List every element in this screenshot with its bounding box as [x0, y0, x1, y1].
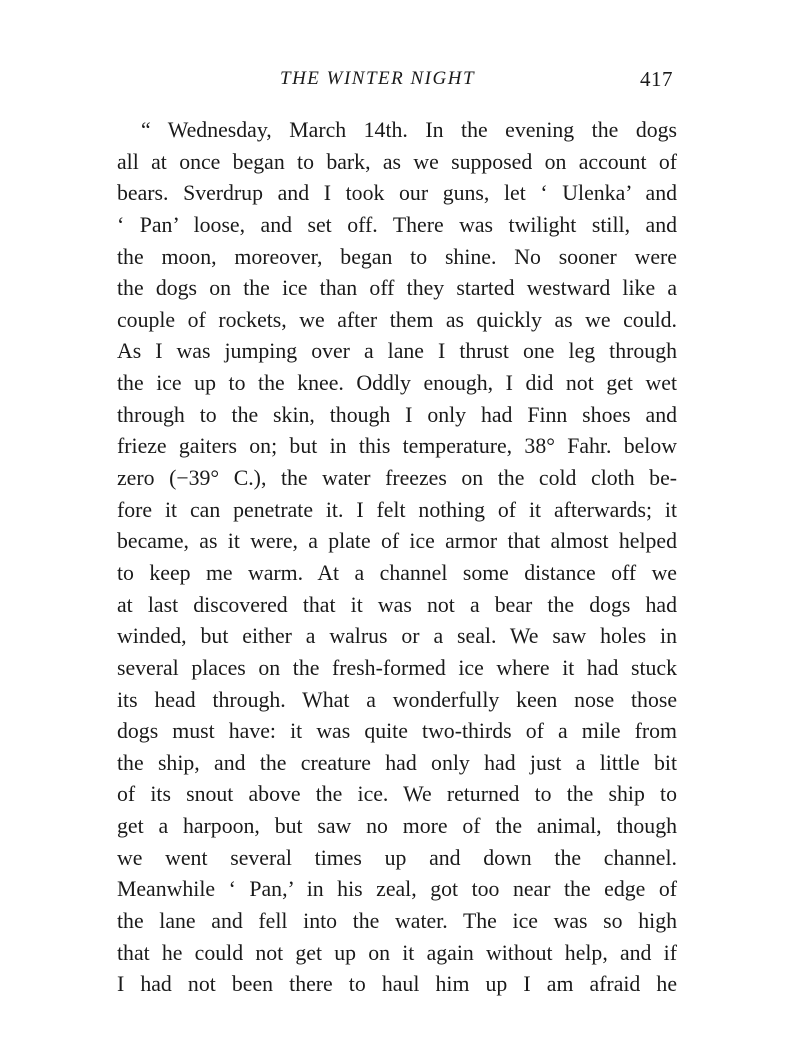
text-line: frieze gaiters on; but in this temperature, 38° Fahr. below — [117, 434, 677, 459]
text-line: the dogs on the ice than off they started westward like a — [117, 276, 677, 301]
text-line: ‘ Pan’ loose, and set off. There was twilight still, and — [117, 212, 677, 237]
text-line: of its snout above the ice. We returned to the ship to — [117, 782, 677, 807]
text-line: the moon, moreover, began to shine. No sooner were — [117, 244, 677, 269]
text-line: winded, but either a walrus or a seal. We saw holes in — [117, 624, 677, 649]
body-text — [117, 115, 677, 1001]
text-line: at last discovered that it was not a bear the dogs had — [117, 592, 677, 617]
text-line: the ship, and the creature had only had just a little bit — [117, 750, 677, 775]
text-line: we went several times up and down the channel. — [117, 845, 677, 870]
text-line: couple of rockets, we after them as quickly as we could. — [117, 307, 677, 332]
text-line: As I was jumping over a lane I thrust one leg through — [117, 339, 677, 364]
text-line: “ Wednesday, March 14th. In the evening the dogs — [141, 118, 677, 142]
text-line: I had not been there to haul him up I am afraid he — [117, 972, 677, 997]
text-line: fore it can penetrate it. I felt nothing of it afterwards; it — [117, 497, 677, 522]
text-line: the lane and fell into the water. The ice was so high — [117, 909, 677, 934]
page-number: 417 — [640, 67, 673, 91]
text-line: the ice up to the knee. Oddly enough, I did not get wet — [117, 371, 677, 396]
text-line: its head through. What a wonderfully keen nose those — [117, 687, 677, 712]
text-line: bears. Sverdrup and I took our guns, let ‘ Ulenka’ and — [117, 181, 677, 206]
text-line: dogs must have: it was quite two-thirds of a mile from — [117, 719, 677, 744]
running-head — [0, 68, 800, 98]
running-title: THE WINTER NIGHT — [280, 68, 476, 89]
text-line: all at once began to bark, as we supposed on account of — [117, 149, 677, 174]
text-line: that he could not get up on it again without help, and if — [117, 940, 677, 965]
text-line: get a harpoon, but saw no more of the animal, though — [117, 814, 677, 839]
text-line: to keep me warm. At a channel some distance off we — [117, 560, 677, 585]
text-line: several places on the fresh-formed ice where it had stuck — [117, 655, 677, 680]
text-line: through to the skin, though I only had Finn shoes and — [117, 402, 677, 427]
text-line: became, as it were, a plate of ice armor that almost helped — [117, 529, 677, 554]
text-line: zero (−39° C.), the water freezes on the cold cloth be- — [117, 466, 677, 491]
text-line: Meanwhile ‘ Pan,’ in his zeal, got too near the edge of — [117, 877, 677, 902]
